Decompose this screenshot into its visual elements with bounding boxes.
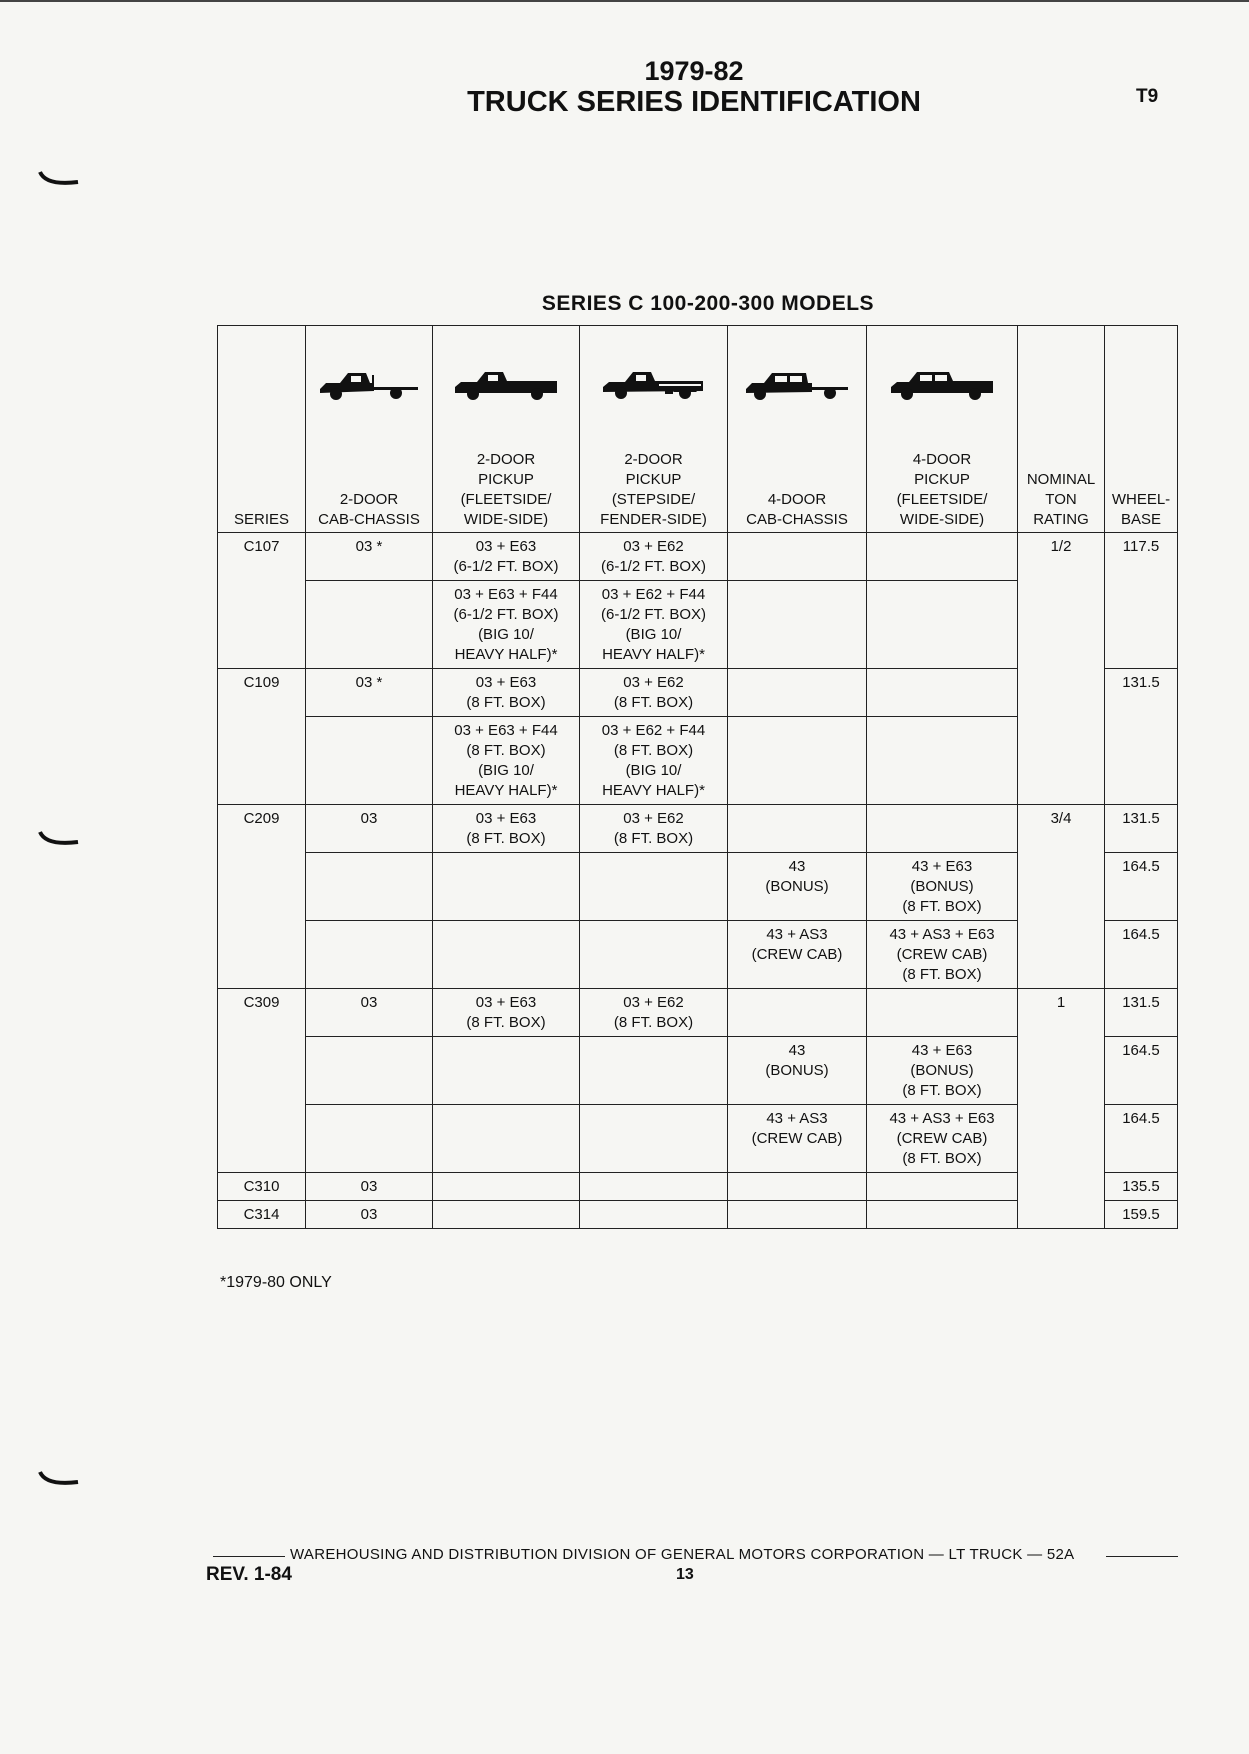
fleet2-cell: 03 + E63 (8 FT. BOX) [433, 669, 580, 717]
fleet2-cell [433, 1173, 580, 1201]
cab2-cell: 03 * [306, 533, 433, 581]
step2-cell [580, 1201, 728, 1229]
wheelbase-cell: 131.5 [1105, 805, 1178, 853]
icon-cell-empty [1105, 326, 1178, 445]
cab2-cell: 03 [306, 1201, 433, 1229]
fleet2-cell [433, 1105, 580, 1173]
series-cell: C309 [218, 989, 306, 1173]
4-door-fleetside-pickup-icon [887, 365, 997, 405]
cab2-cell [306, 853, 433, 921]
fleet4-cell [867, 669, 1018, 717]
column-header-4-door-fleetside-pickup: 4-DOOR PICKUP (FLEETSIDE/ WIDE-SIDE) [867, 444, 1018, 533]
cab2-cell [306, 581, 433, 669]
step2-cell [580, 1173, 728, 1201]
year-range: 1979-82 [644, 56, 744, 86]
fleet2-cell: 03 + E63 (8 FT. BOX) [433, 805, 580, 853]
cab4-cell [728, 989, 867, 1037]
table-row [218, 805, 1178, 853]
wheelbase-cell: 135.5 [1105, 1173, 1178, 1201]
footer-publisher: WAREHOUSING AND DISTRIBUTION DIVISION OF GENERAL MOTORS CORPORATION — LT TRUCK — 52A [290, 1546, 1075, 1563]
footer-rule-left [213, 1556, 285, 1557]
cab4-cell: 43 + AS3 (CREW CAB) [728, 921, 867, 989]
wheelbase-cell: 131.5 [1105, 989, 1178, 1037]
footer-rule-right [1106, 1556, 1178, 1557]
fleet4-cell [867, 1173, 1018, 1201]
cab2-cell [306, 1037, 433, 1105]
top-edge-rule [0, 0, 1249, 2]
fleet4-cell [867, 805, 1018, 853]
column-header-2-door-fleetside-pickup: 2-DOOR PICKUP (FLEETSIDE/ WIDE-SIDE) [433, 444, 580, 533]
icon-cell [433, 326, 580, 445]
icon-cell-empty [218, 326, 306, 445]
table-row [218, 989, 1178, 1037]
footnote: *1979-80 ONLY [220, 1274, 332, 1291]
column-header-wheelbase: WHEEL- BASE [1105, 444, 1178, 533]
binder-hole-mark-icon [38, 170, 80, 188]
step2-cell: 03 + E62 (8 FT. BOX) [580, 989, 728, 1037]
step2-cell: 03 + E62 (8 FT. BOX) [580, 669, 728, 717]
column-header-series: SERIES [218, 444, 306, 533]
cab2-cell [306, 921, 433, 989]
page-id: T9 [1136, 86, 1159, 107]
fleet4-cell: 43 + E63 (BONUS) (8 FT. BOX) [867, 853, 1018, 921]
step2-cell: 03 + E62 + F44 (8 FT. BOX) (BIG 10/ HEAVY HALF)* [580, 717, 728, 805]
fleet2-cell [433, 853, 580, 921]
wheelbase-cell: 131.5 [1105, 669, 1178, 805]
fleet2-cell [433, 1037, 580, 1105]
table-row [218, 533, 1178, 581]
fleet4-cell [867, 533, 1018, 581]
icon-cell [306, 326, 433, 445]
cab4-cell: 43 + AS3 (CREW CAB) [728, 1105, 867, 1173]
fleet4-cell [867, 581, 1018, 669]
wheelbase-cell: 164.5 [1105, 1105, 1178, 1173]
wheelbase-cell: 117.5 [1105, 533, 1178, 669]
cab2-cell [306, 1105, 433, 1173]
fleet2-cell: 03 + E63 + F44 (6-1/2 FT. BOX) (BIG 10/ HEAVY HALF)* [433, 581, 580, 669]
series-cell: C310 [218, 1173, 306, 1201]
column-header-2-door-stepside-pickup: 2-DOOR PICKUP (STEPSIDE/ FENDER-SIDE) [580, 444, 728, 533]
wheelbase-cell: 164.5 [1105, 921, 1178, 989]
step2-cell [580, 921, 728, 989]
cab4-cell [728, 1201, 867, 1229]
wheelbase-cell: 164.5 [1105, 1037, 1178, 1105]
series-table [217, 325, 1178, 1229]
2-door-cab-chassis-truck-icon [314, 365, 424, 405]
series-cell: C314 [218, 1201, 306, 1229]
fleet2-cell: 03 + E63 + F44 (8 FT. BOX) (BIG 10/ HEAVY HALF)* [433, 717, 580, 805]
ton-rating-cell: 1/2 [1018, 533, 1105, 805]
binder-hole-mark-icon [38, 830, 80, 848]
page-title: TRUCK SERIES IDENTIFICATION [467, 86, 921, 118]
cab4-cell [728, 717, 867, 805]
step2-cell: 03 + E62 (8 FT. BOX) [580, 805, 728, 853]
cab4-cell: 43 (BONUS) [728, 1037, 867, 1105]
cab4-cell [728, 805, 867, 853]
ton-rating-cell: 3/4 [1018, 805, 1105, 989]
fleet4-cell [867, 1201, 1018, 1229]
icon-cell [867, 326, 1018, 445]
cab2-cell: 03 [306, 1173, 433, 1201]
ton-rating-cell: 1 [1018, 989, 1105, 1229]
icon-row [218, 326, 1178, 445]
2-door-fleetside-pickup-icon [451, 365, 561, 405]
cab4-cell [728, 1173, 867, 1201]
cab2-cell: 03 * [306, 669, 433, 717]
cab4-cell [728, 533, 867, 581]
fleet2-cell: 03 + E63 (8 FT. BOX) [433, 989, 580, 1037]
icon-cell [580, 326, 728, 445]
fleet2-cell [433, 1201, 580, 1229]
series-cell: C209 [218, 805, 306, 989]
column-header-nominal-ton-rating: NOMINAL TON RATING [1018, 444, 1105, 533]
cab4-cell: 43 (BONUS) [728, 853, 867, 921]
fleet4-cell: 43 + AS3 + E63 (CREW CAB) (8 FT. BOX) [867, 1105, 1018, 1173]
fleet2-cell [433, 921, 580, 989]
column-header-row [218, 444, 1178, 533]
step2-cell: 03 + E62 + F44 (6-1/2 FT. BOX) (BIG 10/ HEAVY HALF)* [580, 581, 728, 669]
cab2-cell: 03 [306, 805, 433, 853]
2-door-stepside-pickup-icon [599, 365, 709, 405]
cab2-cell [306, 717, 433, 805]
wheelbase-cell: 164.5 [1105, 853, 1178, 921]
series-cell: C107 [218, 533, 306, 669]
icon-cell-empty [1018, 326, 1105, 445]
icon-cell [728, 326, 867, 445]
step2-cell: 03 + E62 (6-1/2 FT. BOX) [580, 533, 728, 581]
step2-cell [580, 853, 728, 921]
fleet4-cell: 43 + AS3 + E63 (CREW CAB) (8 FT. BOX) [867, 921, 1018, 989]
step2-cell [580, 1105, 728, 1173]
revision-label: REV. 1-84 [206, 1564, 292, 1585]
column-header-4-door-cab-chassis: 4-DOOR CAB-CHASSIS [728, 444, 867, 533]
table-title: SERIES C 100-200-300 MODELS [541, 292, 875, 315]
fleet4-cell [867, 989, 1018, 1037]
step2-cell [580, 1037, 728, 1105]
fleet4-cell: 43 + E63 (BONUS) (8 FT. BOX) [867, 1037, 1018, 1105]
series-cell: C109 [218, 669, 306, 805]
4-door-cab-chassis-truck-icon [742, 365, 852, 405]
column-header-2-door-cab-chassis: 2-DOOR CAB-CHASSIS [306, 444, 433, 533]
cab4-cell [728, 581, 867, 669]
fleet2-cell: 03 + E63 (6-1/2 FT. BOX) [433, 533, 580, 581]
cab4-cell [728, 669, 867, 717]
cab2-cell: 03 [306, 989, 433, 1037]
fleet4-cell [867, 717, 1018, 805]
binder-hole-mark-icon [38, 1470, 80, 1488]
wheelbase-cell: 159.5 [1105, 1201, 1178, 1229]
page-number: 13 [676, 1566, 694, 1583]
